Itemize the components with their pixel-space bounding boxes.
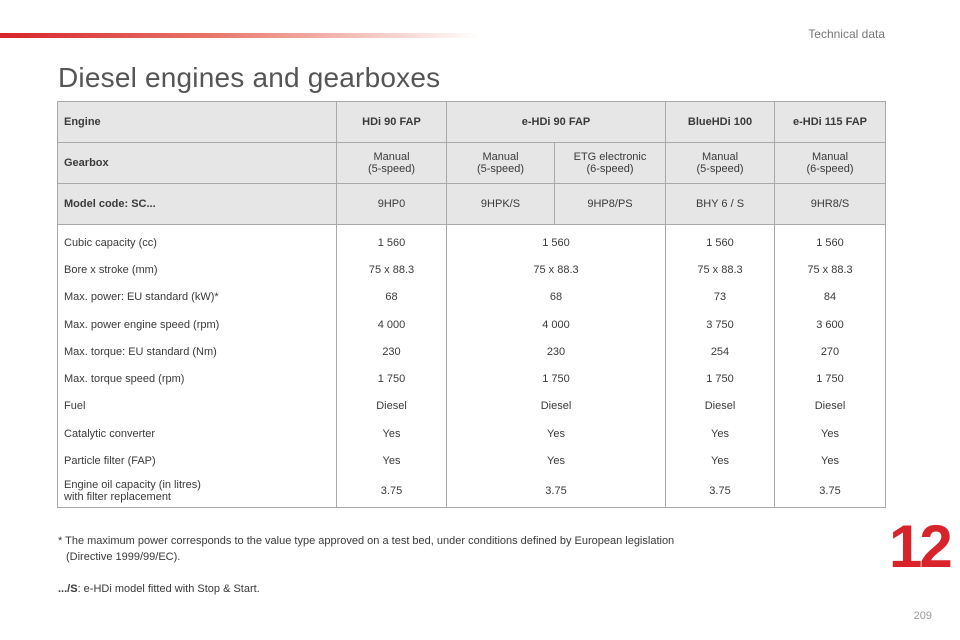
spec-value: 3 600 <box>775 311 886 338</box>
spec-value: 1 750 <box>337 365 447 392</box>
spec-value: Yes <box>337 447 447 474</box>
spec-value: Diesel <box>775 393 886 420</box>
engine-name: HDi 90 FAP <box>337 102 447 143</box>
spec-value: Yes <box>666 447 775 474</box>
spec-value: 3.75 <box>775 475 886 508</box>
gearbox-type: Manual <box>373 151 410 163</box>
footnote-line: * The maximum power corresponds to the value type approved on a test bed, under conditions defined by European legislation <box>58 535 675 547</box>
model-code: 9HR8/S <box>775 184 886 225</box>
spec-label: Particle filter (FAP) <box>58 447 337 474</box>
stop-start-code: .../S <box>58 583 78 595</box>
power-footnote <box>58 533 674 565</box>
gearbox-type: ETG electronic <box>573 151 647 163</box>
spec-value: 75 x 88.3 <box>775 256 886 283</box>
spec-label: Max. torque speed (rpm) <box>58 365 337 392</box>
gearbox-cell <box>666 143 775 184</box>
spec-row <box>58 447 886 474</box>
spec-value: 230 <box>337 338 447 365</box>
oil-label-line: Engine oil capacity (in litres) <box>64 478 201 491</box>
engine-name: e-HDi 90 FAP <box>447 102 666 143</box>
gearbox-row <box>58 143 886 184</box>
spec-value: 3 750 <box>666 311 775 338</box>
spec-label: Max. power: EU standard (kW)* <box>58 284 337 311</box>
spec-value: Yes <box>775 447 886 474</box>
spec-row <box>58 393 886 420</box>
spec-row <box>58 256 886 283</box>
spec-value: 4 000 <box>447 311 666 338</box>
gearbox-speeds: (5-speed) <box>696 163 744 175</box>
section-label: Technical data <box>808 27 885 41</box>
stop-start-text: : e-HDi model fitted with Stop & Start. <box>77 583 260 595</box>
page-number: 209 <box>913 610 932 622</box>
spec-value: 270 <box>775 338 886 365</box>
spec-row <box>58 311 886 338</box>
spec-value: 84 <box>775 284 886 311</box>
spec-value: 75 x 88.3 <box>337 256 447 283</box>
spec-row <box>58 338 886 365</box>
spec-value: 1 560 <box>775 225 886 257</box>
spec-value: 3.75 <box>337 475 447 508</box>
spec-row <box>58 284 886 311</box>
model-code-row <box>58 184 886 225</box>
engine-name: e-HDi 115 FAP <box>775 102 886 143</box>
spec-table <box>57 101 886 508</box>
gearbox-speeds: (6-speed) <box>806 163 854 175</box>
header-accent-bar <box>0 33 480 38</box>
gearbox-speeds: (5-speed) <box>367 163 416 175</box>
engine-header-row <box>58 102 886 143</box>
spec-row <box>58 365 886 392</box>
gearbox-speeds: (6-speed) <box>586 163 634 175</box>
spec-label: Fuel <box>58 393 337 420</box>
spec-value: Yes <box>775 420 886 447</box>
model-code: BHY 6 / S <box>666 184 775 225</box>
spec-value: Yes <box>447 420 666 447</box>
gearbox-speeds: (5-speed) <box>476 163 525 175</box>
spec-value: Yes <box>666 420 775 447</box>
spec-value: 3.75 <box>666 475 775 508</box>
spec-value: 230 <box>447 338 666 365</box>
page-title: Diesel engines and gearboxes <box>58 62 441 93</box>
chapter-number: 12 <box>889 513 950 580</box>
gearbox-cell <box>337 143 447 184</box>
spec-value: 1 750 <box>775 365 886 392</box>
spec-value: 68 <box>337 284 447 311</box>
gearbox-label: Gearbox <box>58 143 337 184</box>
spec-value: Diesel <box>447 393 666 420</box>
spec-value: 1 560 <box>337 225 447 257</box>
spec-value: 1 560 <box>447 225 666 257</box>
stop-start-note <box>58 583 260 595</box>
engine-name: BlueHDi 100 <box>666 102 775 143</box>
spec-value: 3.75 <box>447 475 666 508</box>
spec-value: 1 750 <box>447 365 666 392</box>
spec-value: 4 000 <box>337 311 447 338</box>
spec-value: Yes <box>337 420 447 447</box>
gearbox-cell <box>555 143 666 184</box>
spec-label: Catalytic converter <box>58 420 337 447</box>
spec-value: 73 <box>666 284 775 311</box>
model-code: 9HP8/PS <box>555 184 666 225</box>
model-code-label: Model code: SC... <box>58 184 337 225</box>
oil-capacity-row <box>58 475 886 508</box>
spec-value: 1 560 <box>666 225 775 257</box>
spec-label: Bore x stroke (mm) <box>58 256 337 283</box>
footnote-line: (Directive 1999/99/EC). <box>66 551 181 563</box>
spec-label: Max. torque: EU standard (Nm) <box>58 338 337 365</box>
spec-label: Cubic capacity (cc) <box>58 225 337 257</box>
gearbox-type: Manual <box>482 151 519 163</box>
model-code: 9HPK/S <box>447 184 555 225</box>
spec-value: 75 x 88.3 <box>447 256 666 283</box>
gearbox-cell <box>775 143 886 184</box>
spec-row <box>58 420 886 447</box>
gearbox-cell <box>447 143 555 184</box>
spec-row <box>58 225 886 257</box>
spec-value: Yes <box>447 447 666 474</box>
spec-value: 254 <box>666 338 775 365</box>
spec-value: 1 750 <box>666 365 775 392</box>
gearbox-type: Manual <box>811 151 849 163</box>
spec-label: Max. power engine speed (rpm) <box>58 311 337 338</box>
spec-value: Diesel <box>666 393 775 420</box>
model-code: 9HP0 <box>337 184 447 225</box>
spec-value: 68 <box>447 284 666 311</box>
oil-capacity-label <box>58 475 337 508</box>
spec-value: Diesel <box>337 393 447 420</box>
spec-value: 75 x 88.3 <box>666 256 775 283</box>
engine-label: Engine <box>58 102 337 143</box>
gearbox-type: Manual <box>701 151 739 163</box>
oil-label-line: with filter replacement <box>64 490 171 503</box>
